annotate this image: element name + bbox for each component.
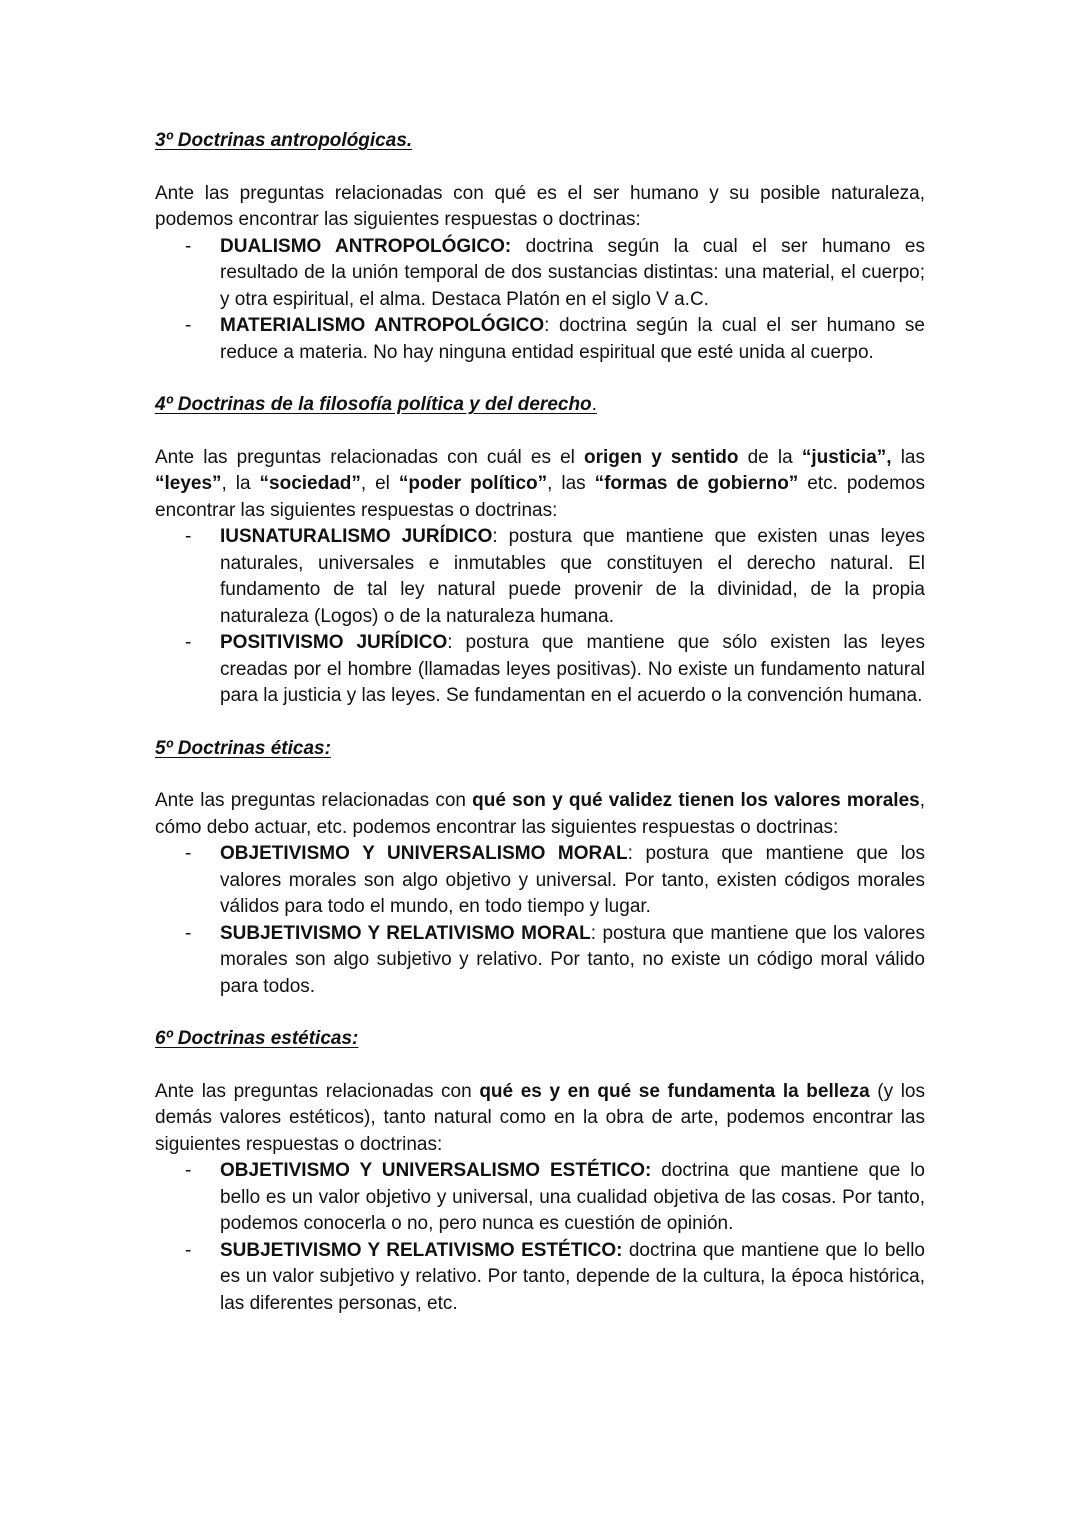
dash-bullet: -	[185, 1160, 192, 1181]
doctrine-section	[155, 128, 925, 392]
doctrine-description: : postura que mantiene que los valores morales son algo objetivo y universal. Por tanto, existen códigos morales válidos para todo el mundo, en todo tiempo y lugar.	[220, 843, 925, 917]
dash-bullet: -	[185, 843, 192, 864]
section-spacer	[155, 1000, 925, 1026]
section-intro: Ante las preguntas relacionadas con qué es el ser humano y su posible naturaleza, podemos encontrar las siguientes respuestas o doctrinas:	[155, 182, 925, 230]
doctrine-term: OBJETIVISMO Y UNIVERSALISMO MORAL	[220, 843, 628, 864]
doctrine-description: : postura que mantiene que los valores morales son algo subjetivo y relativo. Por tanto, no existe un código moral válido para todos.	[220, 922, 925, 997]
dash-bullet: -	[185, 632, 192, 653]
doctrine-list	[155, 1158, 925, 1317]
doctrine-section	[155, 1026, 925, 1317]
section-intro: Ante las preguntas relacionadas con qué es y en qué se fundamenta la belleza (y los demás valores estéticos), tanto natural como en la obra de arte, podemos encontrar las siguientes respuestas o doctrinas:	[155, 1080, 925, 1155]
section-spacer	[155, 366, 925, 392]
doctrine-term: SUBJETIVISMO Y RELATIVISMO MORAL	[220, 922, 591, 944]
doctrine-term: IUSNATURALISMO JURÍDICO	[220, 526, 493, 547]
doctrine-term: POSITIVISMO JURÍDICO	[220, 632, 448, 653]
doctrine-term: DUALISMO ANTROPOLÓGICO:	[220, 235, 512, 257]
section-heading: 6º Doctrinas estéticas:	[155, 1028, 359, 1049]
doctrine-term: SUBJETIVISMO Y RELATIVISMO ESTÉTICO:	[220, 1239, 623, 1261]
doctrine-description: : postura que mantiene que existen unas leyes naturales, universales e inmutables que constituyen el derecho natural. El fundamento de tal ley natural puede provenir de la divinidad, de la propia naturaleza (Logos) o de la naturaleza humana.	[220, 526, 925, 627]
dash-bullet: -	[185, 922, 192, 944]
section-spacer	[155, 710, 925, 736]
doctrine-description: : postura que mantiene que sólo existen las leyes creadas por el hombre (llamadas leyes positivas). No existe un fundamento natural para la justicia y las leyes. Se fundamentan en el acuerdo o la convención humana.	[220, 632, 925, 706]
doctrine-description: : doctrina según la cual el ser humano se reduce a materia. No hay ninguna entidad espiritual que esté unida al cuerpo.	[220, 315, 925, 363]
doctrine-list	[155, 524, 925, 710]
doctrine-item	[155, 524, 925, 630]
doctrine-term: OBJETIVISMO Y UNIVERSALISMO ESTÉTICO:	[220, 1160, 652, 1181]
dash-bullet: -	[185, 1239, 192, 1261]
doctrine-item	[155, 841, 925, 921]
doctrine-item	[155, 313, 925, 366]
doctrine-term: MATERIALISMO ANTROPOLÓGICO	[220, 315, 545, 336]
doctrine-item	[155, 1158, 925, 1238]
doctrine-description: doctrina según la cual el ser humano es resultado de la unión temporal de dos sustancias distintas: una material, el cuerpo; y otra espiritual, el alma. Destaca Platón en el siglo V a.C.	[220, 235, 925, 310]
doctrine-item	[155, 921, 925, 1001]
section-intro: Ante las preguntas relacionadas con qué son y qué validez tienen los valores morales, cómo debo actuar, etc. podemos encontrar las siguientes respuestas o doctrinas:	[155, 790, 925, 838]
document-page	[155, 128, 925, 1317]
dash-bullet: -	[185, 315, 192, 336]
doctrine-list	[155, 234, 925, 367]
section-heading: 5º Doctrinas éticas:	[155, 737, 331, 759]
doctrine-list	[155, 841, 925, 1000]
dash-bullet: -	[185, 235, 192, 257]
dash-bullet: -	[185, 526, 192, 547]
doctrine-item	[155, 630, 925, 710]
doctrine-item	[155, 234, 925, 314]
doctrine-section	[155, 392, 925, 736]
doctrine-description: doctrina que mantiene que lo bello es un valor objetivo y universal, una cualidad objetiva de las cosas. Por tanto, podemos conocerla o no, pero nunca es cuestión de opinión.	[220, 1160, 925, 1234]
doctrine-item	[155, 1238, 925, 1318]
doctrine-description: doctrina que mantiene que lo bello es un valor subjetivo y relativo. Por tanto, depende de la cultura, la época histórica, las diferentes personas, etc.	[220, 1239, 925, 1314]
doctrine-section	[155, 736, 925, 1027]
section-intro: Ante las preguntas relacionadas con cuál es el origen y sentido de la “justicia”, las “leyes”, la “sociedad”, el “poder político”, las “formas de gobierno” etc. podemos encontrar las siguientes respuestas o doctrinas:	[155, 446, 925, 521]
section-heading: 4º Doctrinas de la filosofía política y del derecho.	[155, 394, 597, 415]
section-heading: 3º Doctrinas antropológicas.	[155, 130, 413, 151]
